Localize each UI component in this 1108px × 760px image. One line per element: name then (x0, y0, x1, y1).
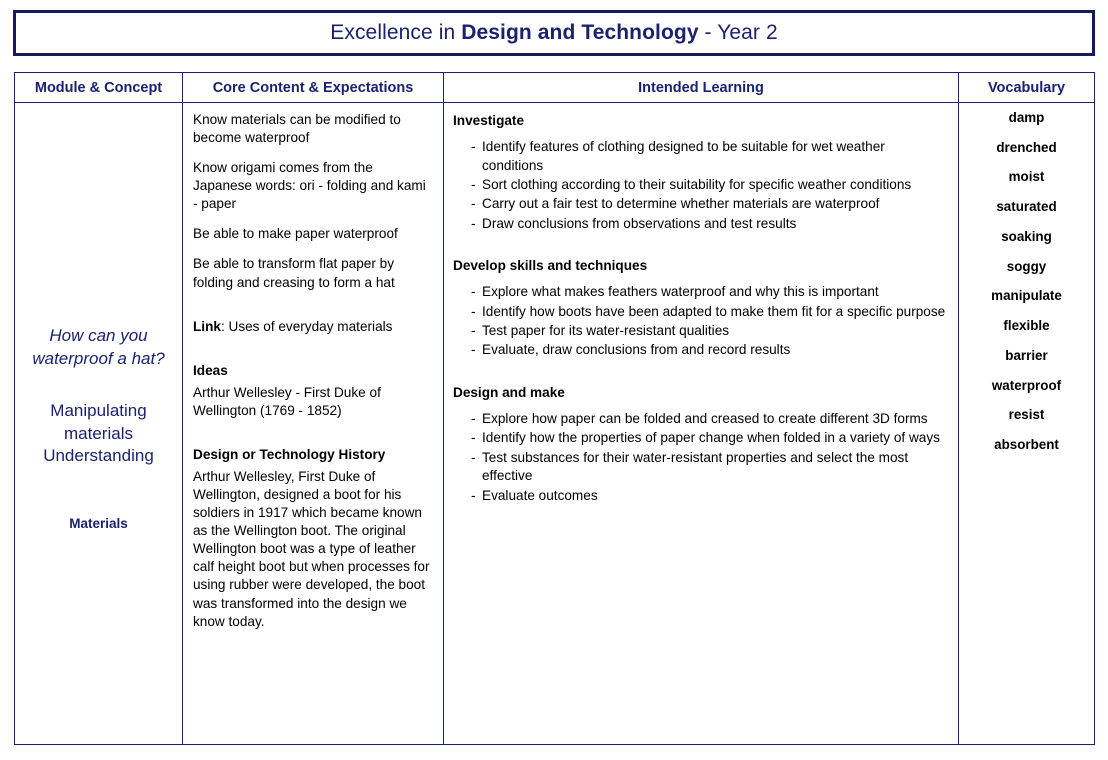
vocabulary-word: soggy (1006, 258, 1047, 274)
list-item: - Draw conclusions from observations and test results (471, 215, 946, 233)
learning-section-design-and-make (453, 384, 946, 505)
list-item: - Explore how paper can be folded and creased to create different 3D forms (471, 410, 946, 428)
vocabulary-word: drenched (996, 139, 1057, 155)
page-title (330, 21, 778, 45)
link-label: Link (193, 318, 221, 334)
learning-section-investigate (453, 112, 946, 233)
history-text: Arthur Wellesley, First Duke of Wellington, designed a boot for his soldiers in 1917 which became known as the Wellington boot. The original Wellington boot was a type of leather calf height boot but when processes for using rubber were developed, the boot was transformed into the design we know today. (193, 469, 430, 629)
history-heading: Design or Technology History (193, 446, 386, 462)
section-heading: Design and make (453, 384, 565, 400)
link-line (193, 318, 433, 336)
column-header-module-concept: Module & Concept (34, 79, 163, 96)
column-header-core-content: Core Content & Expectations (182, 73, 443, 102)
list-item: - Identify how the properties of paper change when folded in a variety of ways (471, 429, 946, 447)
list-item: - Explore what makes feathers waterproof and why this is important (471, 283, 946, 301)
section-item-list (453, 138, 946, 233)
vocabulary-list (959, 103, 1094, 453)
concept-label: Manipulating materials Understanding (43, 401, 154, 466)
expectation-item: Know origami comes from the Japanese words: ori - folding and kami - paper (193, 160, 426, 212)
list-item: - Sort clothing according to their suitability for specific weather conditions (471, 176, 946, 194)
column-header-vocabulary: Vocabulary (958, 73, 1094, 102)
section-item-list (453, 283, 946, 359)
section-heading: Investigate (453, 113, 525, 128)
core-content-content (183, 103, 443, 631)
vocabulary-word: resist (1008, 407, 1045, 423)
list-item: - Test substances for their water-resistant properties and select the most effective (471, 449, 946, 486)
section-heading: Develop skills and techniques (453, 258, 648, 274)
vocabulary-word: manipulate (991, 288, 1062, 304)
vocabulary-word: waterproof (991, 377, 1062, 393)
cell-module-concept (15, 103, 182, 744)
cell-intended-learning (443, 103, 958, 744)
expectation-item: Be able to make paper waterproof (193, 226, 398, 242)
expectation-item: Know materials can be modified to become waterproof (193, 112, 401, 146)
vocabulary-word: barrier (1005, 347, 1048, 363)
expectation-item: Be able to transform flat paper by folding and creasing to form a hat (193, 256, 395, 290)
vocabulary-word: soaking (1001, 228, 1052, 244)
ideas-text: Arthur Wellesley - First Duke of Wellington (1769 - 1852) (193, 384, 381, 418)
list-item: - Evaluate, draw conclusions from and record results (471, 341, 946, 359)
module-concept-content (15, 325, 182, 531)
vocabulary-word: absorbent (994, 437, 1059, 453)
title-suffix: - Year 2 (698, 21, 778, 44)
section-item-list (453, 410, 946, 505)
title-subject: Design and Technology (461, 21, 699, 44)
intended-learning-content (444, 103, 958, 505)
list-item: - Evaluate outcomes (471, 487, 946, 505)
link-text: : Uses of everyday materials (220, 318, 393, 334)
vocabulary-word: moist (1008, 169, 1045, 185)
title-prefix: Excellence in (330, 21, 462, 44)
cell-vocabulary (958, 103, 1094, 744)
table-header-row (15, 73, 1094, 103)
list-item: - Carry out a fair test to determine whether materials are waterproof (471, 195, 946, 213)
vocabulary-word: damp (1008, 110, 1045, 125)
page-title-banner (13, 10, 1095, 56)
table-body-row (15, 103, 1094, 744)
list-item: - Identify how boots have been adapted to make them fit for a specific purpose (471, 303, 946, 321)
topic-label: Materials (69, 516, 128, 532)
cell-core-content (182, 103, 443, 744)
curriculum-table (14, 72, 1095, 745)
column-header-intended-learning: Intended Learning (443, 73, 958, 102)
driving-question: How can you waterproof a hat? (32, 326, 165, 368)
vocabulary-word: saturated (996, 199, 1057, 215)
list-item: - Identify features of clothing designed to be suitable for wet weather conditions (471, 138, 946, 175)
list-item: - Test paper for its water-resistant qualities (471, 322, 946, 340)
learning-section-develop-skills (453, 257, 946, 360)
ideas-heading: Ideas (193, 362, 228, 378)
vocabulary-word: flexible (1003, 318, 1050, 334)
